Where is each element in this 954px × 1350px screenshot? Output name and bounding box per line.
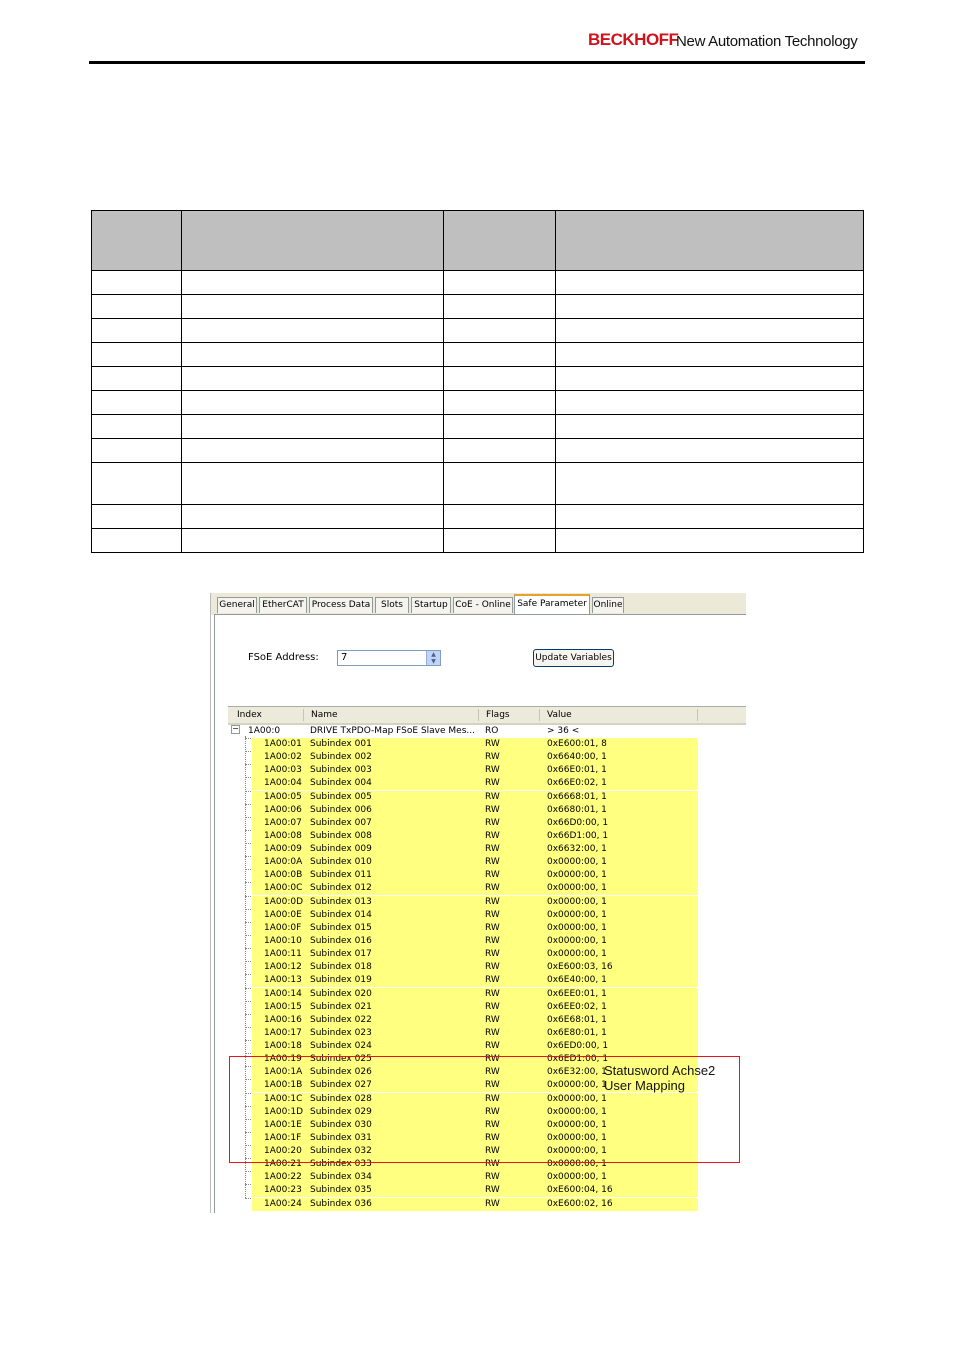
row-index: 1A00:13	[264, 975, 302, 986]
row-value: 0x0000:00, 1	[547, 857, 607, 868]
list-item[interactable]	[252, 948, 698, 961]
row-name: Subindex 007	[310, 817, 372, 828]
row-index: 1A00:12	[264, 962, 302, 973]
list-item[interactable]	[252, 869, 698, 882]
row-name: Subindex 032	[310, 1146, 372, 1156]
row-value: 0x0000:00, 1	[547, 922, 607, 933]
row-value: 0x6ED0:00, 1	[547, 1041, 609, 1051]
row-name: Subindex 029	[310, 1106, 372, 1117]
tree-branch	[245, 777, 251, 778]
table-row	[92, 271, 864, 295]
collapse-icon[interactable]: −	[232, 724, 239, 733]
table-row	[92, 319, 864, 343]
row-name: Subindex 036	[310, 1198, 372, 1209]
row-index: 1A00:0	[248, 726, 281, 736]
tree-branch	[245, 856, 251, 857]
list-item[interactable]	[252, 777, 698, 790]
row-index: 1A00:02	[264, 752, 302, 763]
tree-branch	[245, 1014, 251, 1015]
tree-branch	[245, 922, 251, 923]
row-index: 1A00:0B	[264, 870, 303, 881]
tree-branch	[245, 1184, 251, 1185]
tree-branch	[245, 869, 251, 870]
row-index: 1A00:24	[264, 1198, 302, 1209]
row-value: 0x6EE0:01, 1	[547, 988, 607, 999]
row-value: 0x0000:00, 1	[547, 883, 607, 894]
row-flags: RW	[485, 1014, 500, 1025]
row-index: 1A00:1C	[264, 1093, 303, 1104]
table-row	[92, 463, 864, 505]
row-flags: RW	[485, 1080, 500, 1091]
list-item[interactable]	[252, 1198, 698, 1211]
row-name: Subindex 002	[310, 752, 372, 763]
row-name: Subindex 018	[310, 962, 372, 973]
row-name: Subindex 019	[310, 975, 372, 986]
row-flags: RW	[485, 1106, 500, 1117]
tree-branch	[245, 764, 251, 765]
row-name: DRIVE TxPDO-Map FSoE Slave Mes...	[310, 726, 475, 736]
row-name: Subindex 015	[310, 922, 372, 933]
table-header-row	[92, 211, 864, 271]
row-index: 1A00:03	[264, 765, 302, 776]
column-separator	[539, 709, 540, 721]
list-item[interactable]	[252, 896, 698, 909]
row-flags: RW	[485, 817, 500, 828]
brand-logo: BECKHOFF	[588, 30, 679, 49]
tree-branch	[245, 791, 251, 792]
tree-branch	[245, 1001, 251, 1002]
row-flags: RW	[485, 975, 500, 986]
row-flags: RW	[485, 962, 500, 973]
row-value: 0x0000:00, 1	[547, 1132, 607, 1143]
tree-branch	[245, 1040, 251, 1041]
row-flags: RW	[485, 1001, 500, 1012]
column-separator	[478, 709, 479, 721]
row-value: 0x0000:00, 1	[547, 1080, 607, 1091]
row-index: 1A00:09	[264, 844, 302, 854]
tab-bar	[211, 593, 746, 615]
row-name: Subindex 006	[310, 804, 372, 815]
row-index: 1A00:23	[264, 1185, 302, 1196]
row-index: 1A00:10	[264, 936, 302, 946]
tree-branch	[245, 1198, 251, 1199]
row-value: 0x6E32:00, 1	[547, 1067, 607, 1078]
row-index: 1A00:0E	[264, 909, 302, 920]
row-flags: RW	[485, 1172, 500, 1183]
row-name: Subindex 005	[310, 791, 372, 802]
row-flags: RW	[485, 1093, 500, 1104]
table-row	[92, 529, 864, 553]
row-value: 0x0000:00, 1	[547, 936, 607, 946]
header-rule	[89, 61, 865, 64]
row-index: 1A00:04	[264, 778, 302, 789]
row-name: Subindex 035	[310, 1185, 372, 1196]
row-value: 0x0000:00, 1	[547, 1146, 607, 1156]
row-value: 0x6640:00, 1	[547, 752, 607, 763]
list-item[interactable]	[252, 882, 698, 895]
tab-coe-online[interactable]: CoE - Online	[453, 597, 513, 613]
row-value: 0x6668:01, 1	[547, 791, 607, 802]
row-flags: RW	[485, 739, 500, 749]
row-index: 1A00:01	[264, 739, 302, 749]
tree-branch	[245, 1027, 251, 1028]
row-name: Subindex 003	[310, 765, 372, 776]
list-item[interactable]	[252, 1001, 698, 1014]
table-row	[92, 367, 864, 391]
row-flags: RW	[485, 1119, 500, 1130]
row-index: 1A00:16	[264, 1014, 302, 1025]
document-table	[91, 210, 864, 553]
row-value: > 36 <	[547, 726, 580, 736]
table-row	[92, 415, 864, 439]
row-index: 1A00:0C	[264, 883, 303, 894]
tree-branch	[245, 817, 251, 818]
fsoe-address-value: 7	[341, 652, 348, 663]
tab-online[interactable]: Online	[592, 597, 624, 613]
row-name: Subindex 016	[310, 936, 372, 946]
row-value: 0x0000:00, 1	[547, 1093, 607, 1104]
row-name: Subindex 012	[310, 883, 372, 894]
tree-branch	[245, 882, 251, 883]
row-name: Subindex 014	[310, 909, 372, 920]
tab-process-data[interactable]: Process Data	[309, 597, 373, 613]
column-header-name[interactable]: Name	[311, 710, 338, 720]
row-flags: RW	[485, 804, 500, 815]
list-item[interactable]	[252, 1040, 698, 1053]
spin-down-icon[interactable]: ▼	[431, 658, 436, 665]
row-flags: RW	[485, 870, 500, 881]
spin-up-icon[interactable]: ▲	[431, 651, 436, 658]
row-value: 0x0000:00, 1	[547, 909, 607, 920]
row-index: 1A00:08	[264, 830, 302, 841]
row-index: 1A00:0F	[264, 922, 302, 933]
row-value: 0xE600:04, 16	[547, 1185, 613, 1196]
column-header-flags[interactable]: Flags	[486, 710, 510, 720]
row-value: 0x66E0:02, 1	[547, 778, 607, 789]
row-name: Subindex 026	[310, 1067, 372, 1078]
list-item[interactable]	[252, 830, 698, 843]
row-flags: RW	[485, 844, 500, 854]
table-row	[92, 295, 864, 319]
tree-branch	[245, 1053, 251, 1054]
list-item[interactable]	[252, 909, 698, 922]
list-item[interactable]	[252, 804, 698, 817]
row-value: 0x0000:00, 1	[547, 1172, 607, 1183]
table-row	[92, 505, 864, 529]
fsoe-address-input[interactable]	[337, 650, 441, 666]
annotation-label	[604, 1063, 715, 1093]
row-value: 0x6E40:00, 1	[547, 975, 607, 986]
row-flags: RW	[485, 1054, 500, 1065]
row-name: Subindex 031	[310, 1132, 372, 1143]
list-item[interactable]	[252, 843, 698, 856]
column-separator	[303, 709, 304, 721]
row-value: 0x6E80:01, 1	[547, 1027, 607, 1038]
row-value: 0x66E0:01, 1	[547, 765, 607, 776]
row-index: 1A00:18	[264, 1041, 302, 1051]
row-flags: RW	[485, 896, 500, 907]
annotation-line-2: User Mapping	[604, 1078, 685, 1093]
row-name: Subindex 008	[310, 830, 372, 841]
row-value: 0x0000:00, 1	[547, 1159, 607, 1170]
list-item[interactable]	[252, 1014, 698, 1027]
row-name: Subindex 021	[310, 1001, 372, 1012]
tree-branch	[245, 896, 251, 897]
tab-general[interactable]: General	[217, 597, 257, 613]
row-flags: RW	[485, 1041, 500, 1051]
row-flags: RW	[485, 936, 500, 946]
row-index: 1A00:15	[264, 1001, 302, 1012]
tree-branch	[245, 948, 251, 949]
row-flags: RW	[485, 1027, 500, 1038]
list-header	[228, 707, 746, 725]
list-item[interactable]	[252, 935, 698, 948]
row-name: Subindex 025	[310, 1054, 372, 1065]
row-flags: RW	[485, 883, 500, 894]
row-value: 0x6680:01, 1	[547, 804, 607, 815]
list-item[interactable]	[252, 922, 698, 935]
row-value: 0x6EE0:02, 1	[547, 1001, 607, 1012]
tree-branch	[245, 804, 251, 805]
row-flags: RW	[485, 922, 500, 933]
row-name: Subindex 010	[310, 857, 372, 868]
list-item[interactable]	[252, 961, 698, 974]
list-item[interactable]	[252, 856, 698, 869]
update-variables-button[interactable]: Update Variables	[533, 649, 614, 667]
row-name: Subindex 033	[310, 1159, 372, 1170]
row-name: Subindex 009	[310, 844, 372, 854]
row-flags: RW	[485, 1185, 500, 1196]
row-flags: RW	[485, 1159, 500, 1170]
row-value: 0x66D0:00, 1	[547, 817, 609, 828]
row-index: 1A00:14	[264, 988, 302, 999]
row-value: 0x0000:00, 1	[547, 1106, 607, 1117]
row-value: 0x0000:00, 1	[547, 870, 607, 881]
row-index: 1A00:11	[264, 949, 302, 960]
tree-branch	[245, 738, 251, 739]
row-name: Subindex 034	[310, 1172, 372, 1183]
row-index: 1A00:1B	[264, 1080, 303, 1091]
row-index: 1A00:0D	[264, 896, 304, 907]
row-value: 0x66D1:00, 1	[547, 830, 609, 841]
row-index: 1A00:1E	[264, 1119, 302, 1130]
list-item[interactable]	[252, 738, 698, 751]
column-header-index[interactable]: Index	[237, 710, 262, 720]
list-item[interactable]	[252, 817, 698, 830]
fsoe-address-label: FSoE Address:	[248, 652, 319, 663]
tree-branch	[245, 935, 251, 936]
tree-branch	[245, 909, 251, 910]
brand-tagline: New Automation Technology	[676, 33, 858, 50]
tab-startup[interactable]: Startup	[411, 597, 451, 613]
row-flags: RW	[485, 830, 500, 841]
row-name: Subindex 011	[310, 870, 372, 881]
tree-branch	[245, 751, 251, 752]
tree-branch	[245, 974, 251, 975]
row-flags: RW	[485, 1198, 500, 1209]
row-name: Subindex 024	[310, 1041, 372, 1051]
row-name: Subindex 001	[310, 739, 372, 749]
column-header-value[interactable]: Value	[547, 710, 572, 720]
table-row	[92, 343, 864, 367]
row-flags: RO	[485, 726, 499, 736]
row-index: 1A00:21	[264, 1159, 302, 1170]
row-name: Subindex 013	[310, 896, 372, 907]
tree-branch	[245, 1171, 251, 1172]
annotation-line-1: Statusword Achse2	[604, 1063, 716, 1078]
list-item[interactable]	[252, 751, 698, 764]
tab-ethercat[interactable]: EtherCAT	[259, 597, 307, 613]
table-row	[92, 439, 864, 463]
list-item[interactable]	[252, 1171, 698, 1184]
row-index: 1A00:06	[264, 804, 302, 815]
row-flags: RW	[485, 988, 500, 999]
row-index: 1A00:19	[264, 1054, 302, 1065]
row-flags: RW	[485, 1132, 500, 1143]
row-name: Subindex 020	[310, 988, 372, 999]
row-index: 1A00:07	[264, 817, 302, 828]
row-index: 1A00:1F	[264, 1132, 302, 1143]
tree-branch	[245, 961, 251, 962]
row-value: 0x6632:00, 1	[547, 844, 607, 854]
row-index: 1A00:0A	[264, 857, 303, 868]
row-value: 0x6ED1:00, 1	[547, 1054, 609, 1065]
row-flags: RW	[485, 791, 500, 802]
row-value: 0x0000:00, 1	[547, 896, 607, 907]
row-flags: RW	[485, 909, 500, 920]
row-index: 1A00:20	[264, 1146, 302, 1156]
row-flags: RW	[485, 765, 500, 776]
row-name: Subindex 004	[310, 778, 372, 789]
list-item[interactable]	[252, 764, 698, 777]
row-name: Subindex 017	[310, 949, 372, 960]
row-flags: RW	[485, 1146, 500, 1156]
row-index: 1A00:17	[264, 1027, 302, 1038]
tree-branch	[245, 843, 251, 844]
list-item[interactable]	[252, 1184, 698, 1197]
row-index: 1A00:1A	[264, 1067, 303, 1078]
tab-safe-parameter[interactable]: Safe Parameter	[514, 594, 590, 615]
row-index: 1A00:05	[264, 791, 302, 802]
list-item[interactable]	[252, 791, 698, 804]
row-value: 0xE600:02, 16	[547, 1198, 613, 1209]
row-flags: RW	[485, 949, 500, 960]
row-flags: RW	[485, 857, 500, 868]
table-row	[92, 391, 864, 415]
tab-slots[interactable]: Slots	[375, 597, 409, 613]
row-name: Subindex 023	[310, 1027, 372, 1038]
row-value: 0x6E68:01, 1	[547, 1014, 607, 1025]
tree-branch	[245, 830, 251, 831]
row-name: Subindex 027	[310, 1080, 372, 1091]
row-value: 0xE600:01, 8	[547, 739, 607, 749]
list-item[interactable]	[252, 988, 698, 1001]
row-value: 0xE600:03, 16	[547, 962, 613, 973]
row-flags: RW	[485, 1067, 500, 1078]
list-item[interactable]	[252, 974, 698, 987]
fsoe-address-spinner[interactable]	[426, 651, 440, 665]
row-name: Subindex 030	[310, 1119, 372, 1130]
row-flags: RW	[485, 752, 500, 763]
row-index: 1A00:22	[264, 1172, 302, 1183]
row-name: Subindex 022	[310, 1014, 372, 1025]
list-item-root[interactable]	[228, 725, 698, 738]
column-separator	[697, 709, 698, 721]
row-value: 0x0000:00, 1	[547, 1119, 607, 1130]
row-value: 0x0000:00, 1	[547, 949, 607, 960]
row-index: 1A00:1D	[264, 1106, 304, 1117]
tree-branch	[245, 988, 251, 989]
row-flags: RW	[485, 778, 500, 789]
row-name: Subindex 028	[310, 1093, 372, 1104]
list-item[interactable]	[252, 1027, 698, 1040]
